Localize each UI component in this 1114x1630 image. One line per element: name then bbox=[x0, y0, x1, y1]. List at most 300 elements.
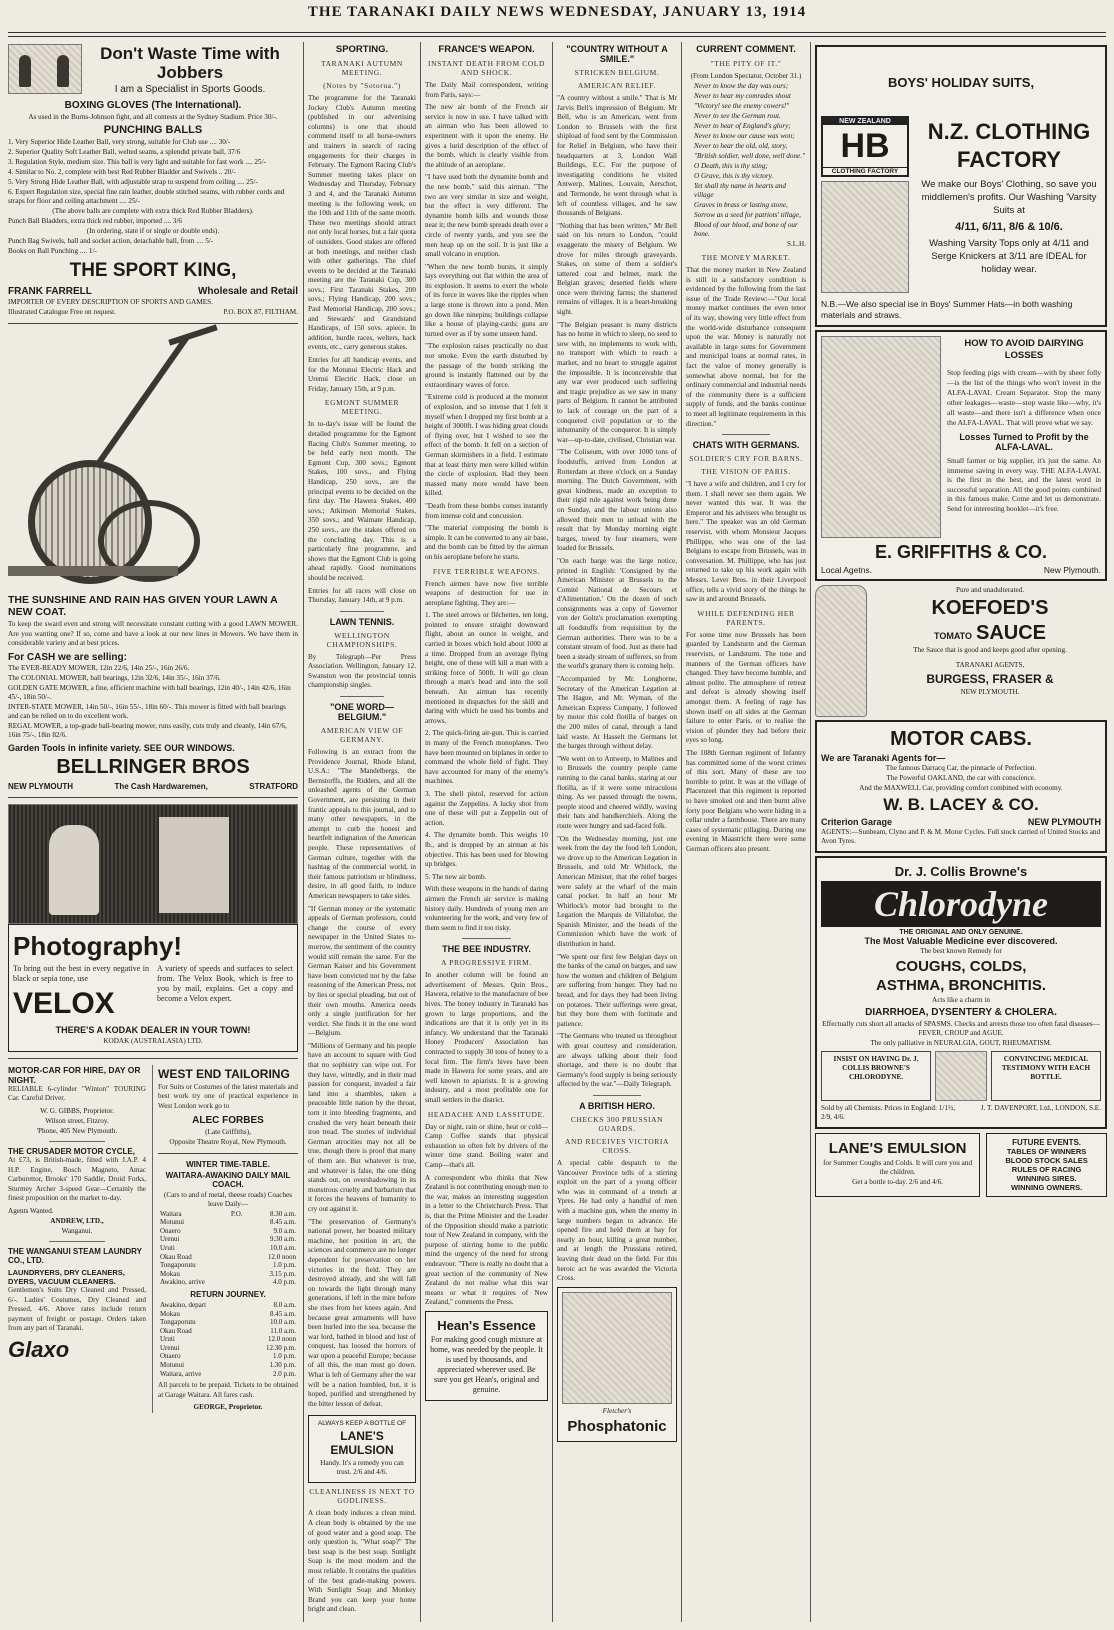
table-cell: Uruti bbox=[160, 1335, 175, 1344]
article-subhead: A PROGRESSIVE FIRM. bbox=[441, 958, 532, 968]
table-cell: 9.0 a.m. bbox=[273, 1226, 296, 1235]
paragraph: "The explosion raises practically no dust nor smoke. Even the earth disturbed by the passage of the bomb striking the ground is instantly flattened out by the extraordinary waves of force. bbox=[425, 342, 548, 389]
cabs-line: The famous Darracq Car, the pinnacle of Perfection. bbox=[885, 764, 1037, 772]
coach-route: WAITARA-AWAKINO DAILY MAIL COACH. bbox=[165, 1170, 291, 1189]
kodak-name: KODAK (AUSTRALASIA) LTD. bbox=[103, 1036, 203, 1045]
list-item: The COLONIAL MOWER, ball bearings, 12in 32/6, 14in 35/-, 16in 37/6. bbox=[8, 673, 221, 682]
lanes-body: Handy. It's a remedy you can trust. 2/6 and 4/6. bbox=[320, 1459, 404, 1477]
lanes-emulsion-advert-2 bbox=[815, 1133, 980, 1197]
paragraph: "When the new bomb bursts, it simply lays everything out flat within the area of its explosion. It seems to exert the whole of its force in waves like the ripples when a large stone is thrown into a pond. Men go down like ninepins; buildings collapse like a house of playing-cards; guns are turned over as if by some unseen hand. bbox=[425, 262, 548, 338]
nz-clothing-advert bbox=[815, 45, 1107, 327]
paragraph: "Millions of Germany and his people have an account to square with God that no sophistry can wipe out. For they have, wittedly, and in their mad passion for conquest, invaded a fair land into a shambles, taken a peaceable little nation by the throat, torn it into bleeding fragments, and crushed the very heart beneath their iron tread. The stories of individual German atrocities may not all be true, though there is proof that many of them are. But whatever is true, and whatever is false, the one thing stands out, on overshadowing in its monstrous cruelty and barbarism that it forces the heavens of humanity to cry out against it. bbox=[308, 1041, 416, 1213]
column-rule bbox=[552, 42, 553, 1622]
paragraph: The programme for the Taranaki Jockey Club's Autumn meeting (published in our advertising columns) is one that should commend itself to all horse-owners and trainers in search of racing engagements for their charges in February. The Egmont Racing Club's Summer meeting takes place on Wednesday and Thursday, February 3 and 4, and the Taranaki Autumn meeting is the following week, on the 10th and 11th of the same month. These two meetings should attract not only local horses, but a fair quota of outsiders. Good stakes are offered at both meetings, and neither clash with other gatherings. The chief events to be decided at the Taranaki meeting are the Taranaki Cup, 300 sovs.; First Taranaki Stakes, 200 sovs.; Flying Handicap, 200 sovs.; Paul Memorial Handicap, 200 sovs.; and Stewards' and Grandstand Handicaps, of 150 sovs. apiece. In addition, hurdle races, welters, hack events, etc., carry generous stakes. bbox=[308, 94, 416, 352]
paragraph: "The Germans who treated us throughout with great courtesy and consideration, are always talking about their food shortage, and there is no doubt that Germany's food supply is being seriously affected by the war."—Daily Telegraph. bbox=[557, 1032, 677, 1089]
table-cell: 8.0 a.m. bbox=[273, 1300, 296, 1309]
bladders-note: (In ordering, state if or single or double ends). bbox=[86, 227, 220, 235]
nz-nb: N.B.—We also special ise in Boys' Summer Hats—in both washing materials and straws. bbox=[821, 299, 1073, 320]
table-row bbox=[158, 1352, 298, 1361]
table-cell: Tongaporutu bbox=[160, 1261, 196, 1270]
hb-letters: HB bbox=[840, 127, 890, 165]
paragraph: That the money market in New Zealand is still in a satisfactory condition is evidenced by the following from the last issue of the Trade Review:—"Our local money market continues the even tenor of its way, showing very little effect from the world-wide disturbance consequent upon the war. Money is naturally not available in large sums for Government and municipal loans at normal rates, in fact the value of money generally is somewhat above normal, but for the ordinary commercial and industrial needs of the community there is a sufficient supply of funds, and the banks continue to meet all legitimate requirements in this direction." bbox=[686, 266, 806, 428]
paragraph: A clean body induces a clean mind. A clean body is obtained by the use of good water and a good soap. The only question is, "What soap?" The best soap is the best soap. Sunlight Soap is the most modern and the most reliable. It contains the qualities of the best grade-making powers. With Sunlight Soap and Monkey Brand you can keep your home bright and clean. bbox=[308, 1509, 416, 1614]
nz-prices: 4/11, 6/11, 8/6 & 10/6. bbox=[955, 221, 1063, 233]
table-row bbox=[158, 1210, 298, 1219]
belgium-column bbox=[557, 42, 677, 1622]
boxing-heading: BOXING GLOVES (The International). bbox=[64, 100, 242, 111]
boxers-illustration bbox=[8, 44, 82, 94]
table-row bbox=[158, 1327, 298, 1336]
place-right: STRATFORD bbox=[249, 781, 298, 791]
table-cell bbox=[229, 1261, 252, 1270]
paragraph: The new air bomb of the French air service is now in use. I have talked with an airman who has been allowed to experiment with it upon the enemy. He gives a lurid description of the effect of the bomb, which is clearly visible from the altitude of an aeroplane. bbox=[425, 103, 548, 169]
france-column bbox=[425, 42, 548, 1622]
tailor-late: (Late Griffiths), bbox=[205, 1127, 251, 1136]
table-row bbox=[158, 1278, 298, 1287]
chloro-acts: Acts like a charm in bbox=[932, 996, 990, 1004]
list-item: GOLDEN GATE MOWER, a fine, efficient machine with ball bearings, 12in 40/-, 14in 42/6, 16in 45/-, 18in 50/-. bbox=[8, 683, 291, 701]
article-title: SPORTING. bbox=[335, 44, 389, 55]
comment-column bbox=[686, 42, 806, 1622]
agent-name: ANDREW, LTD., bbox=[50, 1216, 104, 1225]
bellringer-name: BELLRINGER BROS bbox=[56, 755, 250, 778]
table-cell bbox=[229, 1218, 252, 1227]
parcels-note: All parcels to be prepaid. Tickets to be obtained at Garage Waitara. All fares cash. bbox=[158, 1381, 298, 1399]
article-subhead: SOLDIER'S CRY FOR BARNS. bbox=[689, 454, 803, 464]
article-subhead: WHILE DEFENDING HER PARENTS. bbox=[697, 608, 795, 627]
masthead-rule-2 bbox=[8, 36, 1106, 37]
article-subhead: FIVE TERRIBLE WEAPONS. bbox=[432, 566, 541, 576]
paragraph: "The material composing the bomb is simple. It can be converted to any air base, and the bomb can be fitted by the airman on his aeroplane before he starts. bbox=[425, 524, 548, 561]
table-cell: 8.30 a.m. bbox=[269, 1209, 296, 1218]
garden-tools-line: Garden Tools in infinite variety. SEE OUR WINDOWS. bbox=[8, 742, 235, 753]
article-subhead: WELLINGTON CHAMPIONSHIPS. bbox=[326, 630, 398, 649]
chloro-dr: Dr. J. Collis Browne's bbox=[894, 864, 1028, 879]
paragraph: "The Belgian peasant is many districts has no home in which to sleep, no seed to sow with, no implements to work with, no transport with which to reach a market, and no heart to struggle against the impossible. It is inconceivable that any war ever produced such suffering and tragic prejudice as we saw in many parts of Belgium. It cannot be attributed to lack of courage on the part of a conquered civil population or to the inhumanity of the conqueror. It is simply war—up-to-date, civilised, Christian war. bbox=[557, 320, 677, 444]
tailoring-title: WEST END TAILORING bbox=[158, 1066, 290, 1081]
chloro-palliative: The only palliative in NEURALGIA, GOUT, RHEUMATISM. bbox=[870, 1039, 1052, 1047]
chloro-testimony: CONVINCING MEDICAL TESTIMONY WITH EACH BOTTLE. bbox=[1001, 1055, 1091, 1081]
cabs-title: MOTOR CABS. bbox=[890, 728, 1032, 750]
column-rule bbox=[681, 42, 682, 1622]
article-subhead: STRICKEN BELGIUM. bbox=[574, 68, 660, 77]
poem-line: Never to hear of England's glory; bbox=[694, 122, 791, 130]
velox-right-copy: A variety of speeds and surfaces to select from. The Velox Book, which is free to you by mail, explains. Get a copy and become a Velox expert. bbox=[157, 963, 293, 1003]
cabs-line: The Powerful OAKLAND, the car with conscience. bbox=[886, 774, 1036, 782]
chloro-known: The best known Remedy for bbox=[920, 947, 1002, 955]
timetable-outbound bbox=[158, 1210, 298, 1287]
paragraph: "The preservation of Germany's national power, her boasted military machine, her position in art, the sciences and commerce are no longer dependent for preservation on her victories in the field. They are destroyed already, and she will fall on towards the light through many generations, if left in the mire before she rises from her knees again. And because great armaments will have been hurled into the sea, because the war lord, bathed in blood and lust of conquest, has loosed the horrors of war upon a peaceful Europe; because of all this, the man must go down. What is left of Germany after the war will be a nation humbled, but, it is hoped, purified and strengthened by the bitter lesson of defeat. bbox=[308, 1217, 416, 1408]
paragraph: In another column will be found an advertisement of Messrs. Quin Bros., Hawera, relative to the manufacture of bee hives. The honey industry in Taranaki has grown to large proportions, and the indications are that it is only yet in its infancy. We understand that the Taranaki Honey Producers' Association has contracted to supply 30 tons of honey to a local firm. The firm's hives have been made in Hawera for some years, and are well known to apiarists. It is a growing industry, and a most profitable one for small settlers in the district. bbox=[425, 971, 548, 1104]
paragraph: "Nothing that has been written," Mr Bell said on his return to London, "could exaggerate the misery of Belgium. We drove for miles through graveyards. Stakes, on some of them a soldier's tattered coat and helmet, mark the Belgian graves; deserted fields where once were thriving farms; the shattered remains of villages. It is a heart-breaking sight. bbox=[557, 221, 677, 317]
importer-line: IMPORTER OF EVERY DESCRIPTION OF SPORTS AND GAMES. bbox=[8, 298, 213, 306]
table-cell: Mokau bbox=[160, 1269, 180, 1278]
books-line: Books on Ball Punching .... 1/- bbox=[8, 247, 97, 255]
paragraph: "Accompanied by Mr. Longhorne, Secretary of the American Legation at The Hague, and Mr. Wyman, of the American Express Company, I followed by motor this cold flotilla of barges on the 200 miles of canal, through a land laid waste. At Hasselt the Germans let the barges through without delay. bbox=[557, 675, 677, 751]
lawn-mower-illustration bbox=[8, 330, 298, 592]
table-cell: 12.30 p.m. bbox=[266, 1343, 296, 1352]
table-cell: Onaero bbox=[160, 1226, 181, 1235]
coach-note: (Cars to and of metal, theese roads) Coaches leave Daily— bbox=[163, 1190, 293, 1208]
article-title: A BRITISH HERO. bbox=[579, 1100, 655, 1111]
article-subhead: THE VISION OF PARIS. bbox=[701, 467, 791, 477]
hean-title: Hean's Essence bbox=[437, 1317, 536, 1333]
table-row bbox=[158, 1261, 298, 1270]
lanes-emulsion-advert bbox=[308, 1415, 416, 1483]
motor-cabs-advert bbox=[815, 720, 1107, 853]
table-row bbox=[158, 1370, 298, 1379]
table-cell bbox=[229, 1235, 252, 1244]
paragraph: 3. The shell pistol, reserved for action against the Zeppelins. A lucky shot from one of these will put a Zeppelin out of action. bbox=[425, 789, 548, 827]
return-title: RETURN JOURNEY. bbox=[190, 1289, 266, 1299]
table-cell: 10.0 a.m. bbox=[269, 1243, 296, 1252]
events-title: FUTURE EVENTS. bbox=[1012, 1138, 1082, 1147]
koefoed-sauce-advert bbox=[815, 585, 1107, 717]
paragraph: "On each barge was the large notice, printed in English: 'Consigned by the American Minister at Brussels to the Comité National de Secours et d'Alimentation.' On the dozen of such consignments was a copy of Governor von der Goltz's proclamation exempting all foodstuffs from requisition by the German authorities. There was to be a constant stream of food. Just as there had been a steady stream of sufferers, so from the world's granary there is coming help. bbox=[557, 556, 677, 671]
table-row bbox=[158, 1318, 298, 1327]
table-cell: P.O. bbox=[230, 1209, 243, 1218]
chloro-check: Effectually cuts short all attacks of SPASMS. Checks and arrests those too often fatal diseases—FEVER, CROUP and AGUE. bbox=[822, 1020, 1100, 1037]
table-cell bbox=[229, 1227, 252, 1236]
list-item: WINNING SIRES. bbox=[1016, 1174, 1077, 1183]
crusader-body: At £73, is British-made, fitted with J.A.P. 4 H.P. Engine, Bosch Magneto, Amac Carburettor, Brooks' 170 Saddle, Druid Forks, Sturmey Archer 3-speed Gear—Certainly the finest proposition on the market to-day. bbox=[8, 1155, 146, 1203]
nz-clothing-name: N.Z. CLOTHING FACTORY bbox=[927, 119, 1091, 172]
paragraph: "On the Wednesday morning, just one week from the day the food left London, we drove up to the American Legation in Brussels, and told Mr Whitlock, the American Minister, that the relief barges were safely at the wharf of the main canal pocket. In half an hour Mr Whitlock's motor had brought to the Legation the Marquis de Villalobar, the Spanish Minister, and the heads of the Commission which have the work of distribution in hand. bbox=[557, 834, 677, 949]
dyers-body: Gentlemen's Suits Dry Cleaned and Pressed, 6/-. Ladies' Costumes, Dry Cleaned and Pressed, 4/6. Above rates include return payment of freight or postage. Orders taken from any part of Taranaki. bbox=[8, 1285, 146, 1333]
poem-line: Graves in brass or lasting stone, bbox=[694, 201, 788, 209]
table-row bbox=[158, 1301, 298, 1310]
table-cell: 8.45 a.m. bbox=[269, 1218, 296, 1227]
paragraph: 2. The quick-firing air-gun. This is carried in many of the French monoplanes. Two have been mounted on biplanes in order to command the whole field of fight. They have accounted for many of the enemy's machines. bbox=[425, 729, 548, 786]
griffiths-name: E. GRIFFITHS & CO. bbox=[874, 542, 1047, 562]
firm-desc: The Cash Hardwaremen, bbox=[114, 781, 208, 791]
sauce-bottle-illustration bbox=[815, 585, 867, 717]
winton-car: RELIABLE 6-cylinder "Winton" TOURING Car. Careful Driver. bbox=[8, 1084, 146, 1103]
paragraph: "The Coliseum, with over 1000 tons of foodstuffs, arrived from London at Rotterdam at three o'clock on a Sunday morning. The Dutch Government, with great kindness, made an exception to their rigid rule against work being done on Sunday, and the labour unions also allowed their men to unload with the result that by Monday morning eight barges, towed by four steamers, were loaded for Brussels. bbox=[557, 448, 677, 553]
punching-note: (The above balls are complete with extra thick Red Rubber Bladders). bbox=[52, 207, 254, 215]
future-events-advert bbox=[986, 1133, 1107, 1197]
table-row bbox=[158, 1361, 298, 1370]
agents-wanted: Agents Wanted. bbox=[8, 1206, 54, 1215]
dairy-title: HOW TO AVOID DAIRYING LOSSES bbox=[964, 338, 1084, 361]
article-subhead: AMERICAN VIEW OF GERMANY. bbox=[320, 726, 404, 745]
sport-headline: Don't Waste Time with Jobbers bbox=[100, 44, 280, 82]
table-cell: 1.0 p.m. bbox=[273, 1352, 296, 1361]
table-cell bbox=[229, 1270, 252, 1279]
table-cell: Awakino, depart bbox=[160, 1300, 207, 1309]
paragraph: 4. The dynamite bomb. This weighs 10 lb., and is dropped by an airman at his objective. This has been used for blowing up bridges. bbox=[425, 831, 548, 869]
paragraph: With these weapons in the hands of daring airmen the French air service is making history daily. Hundreds of young men are volunteering for the work, and very few of them seem to find it too risky. bbox=[425, 885, 548, 932]
car-owner: W. G. GIBBS, Proprietor. bbox=[40, 1106, 114, 1115]
motor-hire-title: MOTOR-CAR FOR HIRE, DAY OR NIGHT. bbox=[8, 1064, 141, 1085]
table-cell: 2.0 p.m. bbox=[273, 1369, 296, 1378]
lacey-name: W. B. LACEY & CO. bbox=[883, 795, 1039, 814]
swivels-line: Punch Bag Swivels, ball and socket action, detachable ball, from .... 5/- bbox=[8, 237, 214, 245]
lanes-top: ALWAYS KEEP A BOTTLE OF bbox=[317, 1420, 407, 1428]
place-left: NEW PLYMOUTH bbox=[8, 781, 74, 791]
bottle-illustration bbox=[562, 1292, 672, 1404]
paragraph: In to-day's issue will be found the detailed programme for the Egmont Racing Club's Summer meeting, to be held early next month. The Egmont Cup, 300 sovs.; Egmont Stakes, 100 sovs., and Flying Handicap, 250 sovs., are the principal events to be decided on the first day. The Hawera Stakes, 400 sovs.; Atkinson Memorial Stakes, 350 sovs.; and Waimate Handicap, 250 sovs., are the stakes offered on the concluding day. This is a particularly fine programme, and shows that the Egmont Club is going ahead rapidly. Good nominations should be received. bbox=[308, 420, 416, 582]
po-box: P.O. BOX 87, FILTHAM. bbox=[223, 308, 298, 316]
dairy-small: Small farmer or big supplier, it's just the same. An immense saving in every way. THE ALFA-LAVAL is the first in the best, and the latest word in successful separation. All the good points combined in this famous make. Come and let us demonstrate. Send for interesting booklet—it's free. bbox=[947, 456, 1101, 513]
poem-line: O Grave, this is thy victory. bbox=[694, 172, 774, 180]
article-title: "ONE WORD—BELGIUM." bbox=[330, 702, 394, 723]
poem bbox=[686, 82, 806, 239]
glaxo-logo: Glaxo bbox=[8, 1336, 70, 1362]
article-title: "COUNTRY WITHOUT A SMILE." bbox=[566, 44, 668, 64]
table-cell bbox=[229, 1278, 252, 1287]
sport-king-advert bbox=[8, 42, 298, 317]
poem-line: Never to hear the old, old, story, bbox=[694, 142, 788, 150]
lanes-body-2: for Summer Coughs and Colds. It will cure you and the children. bbox=[823, 1159, 973, 1176]
advert-column-right bbox=[815, 42, 1107, 1622]
poem-line: O Death, this is thy sting; bbox=[694, 162, 768, 170]
coach-owner: GEORGE, Proprietor. bbox=[193, 1403, 263, 1412]
timetable-return bbox=[158, 1301, 298, 1378]
boys-suits-title: BOYS' HOLIDAY SUITS, bbox=[887, 75, 1035, 90]
article-subhead: TARANAKI AUTUMN MEETING. bbox=[321, 59, 403, 77]
phos-brand: Fletcher's bbox=[602, 1406, 632, 1415]
table-row bbox=[158, 1270, 298, 1279]
sport-tagline: I am a Specialist in Sports Goods. bbox=[114, 84, 266, 95]
paragraph: The 108th German regiment of Infantry has committed some of the worst crimes of this sort. Many of these are too horrible to print. It was at the village of Placenzeel that this regiment is reported to have smoked out and then burnt alive forty poor Belgians who were hiding in a cellar under a farmhouse. There are many cases of systematic pillaging. During one evening in Maastricht there were some German officers also present. bbox=[686, 748, 806, 853]
list-item: 4. Similar to No. 2, complete with best Red Rubber Bladder and Swivels .. 20/- bbox=[8, 168, 236, 176]
boxing-note: As used in the Burns-Johnson fight, and all contests at the Sydney Stadium. Price 30/-. bbox=[28, 113, 278, 121]
paragraph: Entries for all handicap events, and for the Motunui Electric Hack and Urenui Electric Hack, close on Friday, January 15th, at 9 p.m. bbox=[308, 356, 416, 393]
local-agents: Local Agetns. bbox=[821, 565, 873, 575]
lawn-mower-advert bbox=[8, 330, 298, 791]
chloro-original: THE ORIGINAL AND ONLY GENUINE. bbox=[899, 929, 1023, 936]
table-cell: Urenui bbox=[160, 1235, 180, 1244]
sauce-firm: BURGESS, FRASER & bbox=[926, 672, 1054, 686]
list-item: RULES OF RACING bbox=[1011, 1165, 1082, 1174]
article-title: LAWN TENNIS. bbox=[329, 616, 395, 627]
timetable-title: WINTER TIME-TABLE. bbox=[186, 1159, 270, 1169]
table-row bbox=[158, 1227, 298, 1236]
cabs-agents: We are Taranaki Agents for— bbox=[821, 753, 946, 763]
cabs-line: And the MAXWELL Car, providing comfort combined with economy. bbox=[859, 784, 1063, 792]
table-cell: Motunui bbox=[160, 1361, 185, 1370]
sauce-tomato: TOMATO bbox=[933, 631, 972, 641]
sporting-column bbox=[308, 42, 416, 1622]
poem-line: "British soldier, well done, well done." bbox=[694, 152, 806, 160]
poem-line: Yet shall thy name in hearts and village bbox=[694, 182, 786, 199]
table-cell: Motunui bbox=[160, 1218, 185, 1227]
table-cell: Tongaporutu bbox=[160, 1318, 196, 1327]
article-title: CURRENT COMMENT. bbox=[696, 44, 796, 55]
sauce-tag: The Sauce that is good and keeps good after opening. bbox=[913, 646, 1067, 654]
chloro-sold: Sold by all Chemists. Prices in England: 1/1½, 2/9, 4/6. bbox=[821, 1104, 956, 1121]
poem-line: "Victory! see the enemy cowers!" bbox=[694, 102, 790, 110]
cash-heading: For CASH we are selling: bbox=[8, 651, 127, 663]
article-subhead: THE MONEY MARKET. bbox=[701, 253, 791, 262]
dairymaid-illustration bbox=[821, 336, 941, 538]
velox-brand: VELOX bbox=[13, 986, 115, 1020]
chlorodyne-advert bbox=[815, 856, 1107, 1129]
crusader-title: THE CRUSADER MOTOR CYCLE, bbox=[8, 1146, 135, 1156]
article-subhead: HEADACHE AND LASSITUDE. bbox=[427, 1109, 546, 1119]
paragraph: 5. The new air bomb. bbox=[425, 872, 487, 881]
table-cell: Waitara bbox=[160, 1209, 182, 1218]
chloro-asthma: ASTHMA, BRONCHITIS. bbox=[876, 977, 1046, 994]
list-item: INTER-STATE MOWER, 14in 50/-, 16in 55/-, 18in 60/-. This mower is fitted with ball bearings and can be relied on to do excellent work. bbox=[8, 702, 286, 720]
list-item: 6. Expert Regulation size, special fine rain leather, double stitched seams, with rubber cords and straps for floor and ceiling attachment .... 25/- bbox=[8, 188, 285, 205]
catalogue-line: Illustrated Catalogue Free on request. bbox=[8, 308, 116, 316]
table-row bbox=[158, 1235, 298, 1244]
table-cell: 8.45 a.m. bbox=[269, 1309, 296, 1318]
trade-type: Wholesale and Retail bbox=[197, 286, 298, 297]
tailoring-body: For Suits or Costumes of the latest materials and best work try one of practical experience in West London work go to bbox=[158, 1082, 298, 1110]
table-cell: 10.0 a.m. bbox=[269, 1318, 296, 1327]
article-subhead: EGMONT SUMMER MEETING. bbox=[324, 398, 400, 417]
table-cell: Okau Road bbox=[160, 1326, 192, 1335]
chloro-maker: J. T. DAVENPORT, Ltd., LONDON, S.E. bbox=[980, 1104, 1101, 1112]
paragraph: Entries for all races will close on Thursday, January 14th, at 9 p.m. bbox=[308, 586, 416, 605]
lanes-price: Get a bottle to-day. 2/6 and 4/6. bbox=[852, 1178, 944, 1186]
table-row bbox=[158, 1310, 298, 1319]
photographer-illustration bbox=[8, 804, 298, 924]
table-cell: Mokau bbox=[160, 1309, 180, 1318]
hb-logo bbox=[821, 116, 909, 177]
mower-headline: THE SUNSHINE AND RAIN HAS GIVEN YOUR LAWN A NEW COAT. bbox=[8, 594, 278, 618]
sauce-agents: TARANAKI AGENTS, bbox=[955, 661, 1025, 669]
table-cell: 12.0 noon bbox=[268, 1335, 296, 1344]
motor-hire-column bbox=[8, 1065, 146, 1414]
poem-line: Never to know the day was ours; bbox=[694, 82, 789, 90]
mower-body: To keep the sward even and strong will necessitate constant cutting with a good LAWN MOWER. Are you wanting one? If so, come and have a look at our new lines in Mowers. We have them in considerable variety and at best prices. bbox=[8, 620, 298, 648]
heans-essence-advert bbox=[425, 1311, 548, 1401]
article-subhead: CHECKS 300 PRUSSIAN GUARDS. bbox=[570, 1114, 664, 1133]
paragraph: By Telegraph—Per Press Association. Wellington, January 12. Swanston won the provincial tennis championship singles. bbox=[308, 652, 416, 690]
laundry-title: THE WANGANUI STEAM LAUNDRY CO., LTD. bbox=[8, 1246, 142, 1265]
byline: (Notes by "Sotorua.") bbox=[323, 81, 401, 90]
bladders-line: Punch Ball Bladders, extra thick red rubber, imported .... 3/6 bbox=[8, 217, 182, 225]
nz-tops: Washing Varsity Tops only at 4/11 and Serge Knickers at 3/11 are IDEAL for holiday wear. bbox=[929, 238, 1089, 275]
velox-advert bbox=[8, 804, 298, 1052]
article-title: FRANCE'S WEAPON. bbox=[438, 44, 535, 55]
table-cell: Onaero bbox=[160, 1352, 181, 1361]
paragraph: For some time now Brussels has been guarded by Landsturm and the German reservists, or Landsturm. The tone and manners of the German officers have changed. They have become humble, and almost polite. The atmosphere of retreat and defeat is already showing itself amongst them. A feeling of rage has shown itself on all sides at the German failure to enter Paris, or to realise the vision of plunder they had before their eyes so long. bbox=[686, 630, 806, 745]
boy-illustration bbox=[821, 181, 909, 293]
sauce-pure: Pure and unadulterated. bbox=[955, 586, 1025, 594]
poem-line: Never to hear my comrades shout bbox=[694, 92, 791, 100]
sauce-word: SAUCE bbox=[975, 622, 1046, 644]
advert-column bbox=[8, 42, 298, 1622]
sauce-town: NEW PLYMOUTH. bbox=[960, 688, 1020, 696]
velox-left-copy: To bring out the best in every negative in black or sepia tone, use bbox=[13, 963, 149, 983]
list-item: WINNING OWNERS. bbox=[1010, 1183, 1083, 1192]
masthead: THE TARANAKI DAILY NEWS WEDNESDAY, JANUARY 13, 1914 bbox=[307, 4, 807, 20]
cabs-cycles: AGENTS:—Sunbeam, Clyno and P. & M. Motor Cycles. Full stock carried of United Stocks and Avon Tyres. bbox=[821, 828, 1101, 845]
agent-town: Wanganui. bbox=[61, 1226, 93, 1235]
poem-line: Sorrow as a seed for patriots' tillage, bbox=[694, 211, 801, 219]
criterion-garage: Criterion Garage bbox=[821, 817, 893, 827]
table-cell: 12.0 noon bbox=[268, 1252, 296, 1261]
table-cell: Uruti bbox=[160, 1243, 175, 1252]
lanes-title-2: LANE'S EMULSION bbox=[828, 1140, 967, 1157]
paragraph: "We spent our first few Belgian days on the banks of the canal on barges, and saw how the women and children of Belgium are suffering from hunger. They had no bread, and for days they had been living on potatoes. Their sufferings were great, but they bore them with fortitude and patience. bbox=[557, 952, 677, 1028]
dairy-profit: Losses Turned to Profit by the ALFA-LAVAL. bbox=[959, 432, 1089, 452]
paragraph: 1. The steel arrows or fléchettes, ten long, pointed to ensure straight downward flight, about an ounce in weight, and carried in boxes which hold about 1000 at a time. Dropped from an average flying height, one of these will kill a man with a striking force of 500ft. It will go clean through a man's head and into the soil beneath. An airman has recently mentioned in dispatches for the skill and daring with which he used his bombs and arrows. bbox=[425, 611, 548, 725]
table-cell: 11.0 a.m. bbox=[270, 1326, 296, 1335]
punching-heading: PUNCHING BALLS bbox=[103, 124, 203, 136]
car-street: Wilson street, Fitzroy. bbox=[45, 1116, 109, 1125]
list-item: 1. Very Superior Hide Leather Ball, very strong, suitable for Club use .... 30/- bbox=[8, 138, 231, 146]
punching-list bbox=[8, 138, 298, 206]
paragraph: Following is an extract from the Providence Journal, Rhode Island, U.S.A.: "The Mandelbergs, the Bernstorffs, the Ridders, and all the unleashed agents of the German Government, are persisting in their frantic appeals to this journal, and to many other newspapers, in the attempt to curb the honest and heartfelt indignation of the American people. These representatives of German culture, together with the hashtag of the commercial world, in their famous patriotism or blindness, desire, in all good faith, to induce American newspapers to take sides. bbox=[308, 748, 416, 900]
dyers-title: LAUNDRYERS, DRY CLEANERS, DYERS, VACUUM CLEANERS. bbox=[8, 1267, 125, 1286]
nz-body: We make our Boys' Clothing, so save you middlemen's profits. Our Washing 'Varsity Suits at bbox=[921, 179, 1097, 216]
table-cell: 3.15 p.m. bbox=[269, 1269, 296, 1278]
paragraph: "If German money or the systematic appeals of German professors, could change the course of every newspaper in the United States to-morrow, the sentiment of the country would still remain the same. For the German Kaiser and his Government have been convicted not by the false reasoning of the American Press, not by lies or special pleading, but out of their own mouths. America needs only a single justification for her verdict. She finds it in the one word—Belgium. bbox=[308, 904, 416, 1038]
tailor-address: Opposite Theatre Royal, New Plymouth. bbox=[169, 1137, 287, 1146]
table-cell: 1.30 p.m. bbox=[269, 1361, 296, 1370]
kodak-dealer-line: THERE'S A KODAK DEALER IN YOUR TOWN! bbox=[55, 1024, 251, 1035]
column-rule bbox=[303, 42, 304, 1622]
list-item: REGAL MOWER, a top-grade ball-bearing mower, runs easily, cuts truly and cleanly, 14in 67/6, 16in 75/-, 18in 82/6. bbox=[8, 721, 287, 739]
proprietor-name: FRANK FARRELL bbox=[8, 286, 92, 297]
source-line: (From London Spectator, October 31.) bbox=[690, 72, 802, 80]
article-subhead: "THE PITY OF IT." bbox=[710, 59, 782, 68]
poem-signature: S.L.H. bbox=[787, 240, 806, 248]
chloro-brand: Chlorodyne bbox=[821, 881, 1101, 927]
hb-label-top: NEW ZEALAND bbox=[823, 118, 907, 125]
list-item: 3. Regulation Style, medium size. This ball is very light and suitable for fast work .... 25/- bbox=[8, 158, 266, 166]
table-cell: Awakino, arrive bbox=[160, 1278, 205, 1287]
table-cell bbox=[229, 1253, 252, 1262]
paragraph: "A country without a smile." That is Mr Jarvis Bell's impression of Belgium. Mr Bell, who is an American, went from London to Brussels with the first shipload of food sent by the Commission for Relief in Belgium, who have their headquarters at 3, London Wall Buildings, E.C. For the purpose of investigating conditions he visited Antwerp, Malines, Louvain, Aerschot, and Termonde, he went through what is left of countless villages, and he saw thousands of Belgians. bbox=[557, 94, 677, 218]
paragraph: Day or night, rain or shine, heat or cold—Camp Coffee stands that physical exhaustion so often felt by drivers of the winter time stand. Boiling water and Camp—that's all. bbox=[425, 1122, 548, 1169]
poem-line: Never to know our cause was won; bbox=[694, 132, 795, 140]
table-row bbox=[158, 1218, 298, 1227]
table-row bbox=[158, 1244, 298, 1253]
chloro-bottle-illustration bbox=[935, 1051, 987, 1101]
chloro-most: The Most Valuable Medicine ever discovered. bbox=[864, 936, 1058, 946]
griffiths-town: New Plymouth. bbox=[1043, 565, 1101, 575]
paragraph: "Extreme cold is produced at the moment of explosion, and so intense that I felt it myself when I dropped my first bomb at a height of 3000ft. I was hiding great clouds of flying over, but I wished to see the effect of the bomb. It fell on a section of German skirmishers in a field. I estimate that at least thirty men were killed within the circle of explosion. Had they been massed many more would have been killed. bbox=[425, 393, 548, 498]
column-rule bbox=[420, 42, 421, 1622]
table-cell: Urenui bbox=[160, 1343, 180, 1352]
list-item: BLOOD STOCK SALES bbox=[1005, 1156, 1088, 1165]
article-title: THE BEE INDUSTRY. bbox=[442, 944, 531, 955]
masthead-rule bbox=[8, 32, 1106, 33]
chloro-coughs: COUGHS, COLDS, bbox=[895, 958, 1027, 975]
poem-line: Never to see the German rout. bbox=[694, 112, 781, 120]
lacey-town: NEW PLYMOUTH bbox=[1027, 817, 1101, 827]
table-cell: 1.0 p.m. bbox=[273, 1261, 296, 1270]
table-row bbox=[158, 1344, 298, 1353]
paragraph: The Daily Mail correspondent, writing from Paris, says:— bbox=[425, 81, 548, 99]
hb-label-bottom: CLOTHING FACTORY bbox=[823, 167, 907, 175]
table-row bbox=[158, 1253, 298, 1262]
tailor-column bbox=[152, 1065, 298, 1414]
table-row bbox=[158, 1335, 298, 1344]
table-cell bbox=[229, 1244, 252, 1253]
table-cell: 9.30 a.m. bbox=[269, 1235, 296, 1244]
paragraph: A special cable despatch to the Vancouver Province tells of a stirring exploit on the part of a young officer who was in command of a trench at Ypres. He had only a handful of men with a machine gun, when the enemy in large numbers began to advance. He opened fire and held them at bay for nearly an hour, killing a great number, and at length the Prussians retired, leaving their dead on the field. For this heroic act he was awarded the Victoria Cross. bbox=[557, 1158, 677, 1283]
hean-body: For making good cough mixture at home, was needed by the people. It is used by thousands, and appreciated wherever used. Be sure you get Hean's, original and genuine. bbox=[430, 1334, 543, 1394]
article-title: CHATS WITH GERMANS. bbox=[692, 440, 800, 451]
photography-title: Photography! bbox=[13, 930, 182, 961]
list-item: 2. Superior Quality Soft Leather Ball, welted seams, a splendid private ball, 37/6 bbox=[8, 148, 241, 156]
paragraph: "We went on to Antwerp, to Malines and to Brussels the country people came running to the canal banks, staring at our flotilla, as if it were some miraculous thing. As we passed through the towns, people stood and cheered wildly, waving their hats and handkerchiefs. Along the route were hungry and sad-faced folk. bbox=[557, 754, 677, 830]
paragraph: "I have a wife and children, and I cry for them. I shall never see them again. We never wanted this war. It was the Emperor and his advisers who brought us here." The speaker was an old German reservist, with whom Monsieur Jacques Phillippe, who was one of the last Belgians to escape from Brussels, was in conversation. M. Phillippe, who has just returned to take up his work again with Messrs. Lever Bros. in their Liverpool office, tells a vivid story of the things he saw in and around Brussels. bbox=[686, 480, 806, 604]
paragraph: "I have used both the dynamite bomb and the new bomb," said this airman. "The two are very similar in size and weight, but the effect is very different. The dynamite bomb kills and wounds those near it; the new bomb spreads death over a circle of twenty yards, and you see the men heap up on the soil. It is just like a small volcano in eruption. bbox=[425, 173, 548, 259]
paragraph: French airmen have now five terrible weapons of destruction for use in aeroplane fighting. They are:— bbox=[425, 579, 548, 607]
paragraph: A correspondent who thinks that New Zealand is not contributing enough men to the war, makes an interesting suggestion in a letter to the Christchurch Press. That is, that the Prime Minister and the Leader of the Opposition should make a patriotic tour of New Zealand in company, with the purpose of stirring home to the public mind the urgency of the need for strong endeavour. "There is really no doubt that a great section of the community of New Zealand do not realise what this war means or what it requires of New Zealand," comments the Press. bbox=[425, 1173, 548, 1307]
alfa-laval-advert bbox=[815, 330, 1107, 581]
car-phone: 'Phone, 405 New Plymouth. bbox=[36, 1126, 118, 1135]
